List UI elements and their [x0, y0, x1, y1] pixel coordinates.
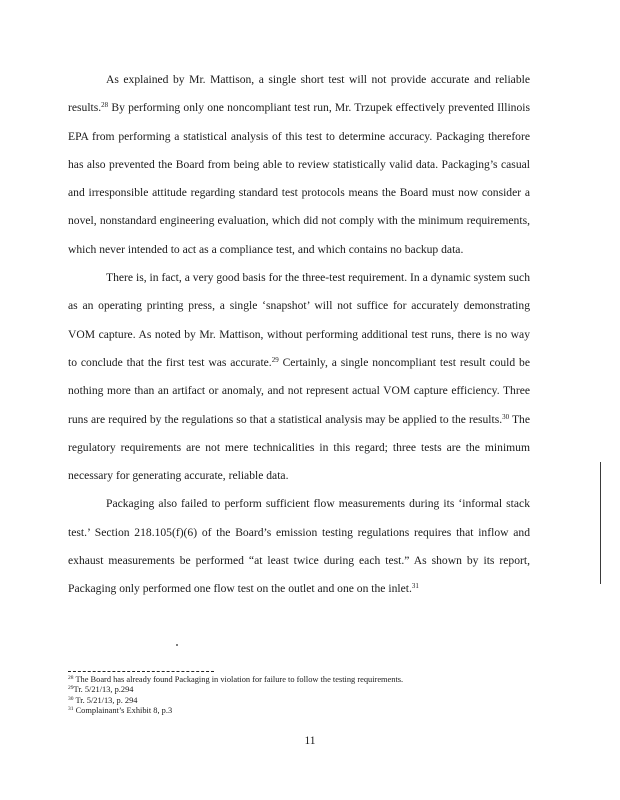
footnotes [68, 675, 538, 717]
footnote-number: 28 [68, 675, 74, 681]
footnote [68, 685, 538, 695]
paragraph [68, 66, 530, 264]
margin-change-bar [600, 462, 601, 584]
footnote [68, 696, 538, 706]
footnote-ref: 29 [271, 355, 279, 364]
paragraph-text: As explained by Mr. Mattison, a single short test will not provide accurate and reliable results. [68, 73, 530, 115]
footnote-separator [68, 671, 214, 672]
footnote-text: The Board has already found Packaging in violation for failure to follow the testing requirements. [73, 675, 404, 684]
footnote-text: Tr. 5/21/13, p. 294 [73, 695, 138, 705]
paragraph [68, 264, 530, 490]
paragraph-text: Packaging also failed to perform sufficient flow measurements during its ‘informal stack test.’ Section 218.105(f)(6) of the Board’s emission testing regulations requires that inflow and exhaust measurements be performed “at least twice during each test.” As shown by its report, Packaging only performed one flow test on the outlet and one on the inlet. [68, 497, 530, 596]
paragraph-text: There is, in fact, a very good basis for the three-test requirement. In a dynamic system such as an operating printing press, a single ‘snapshot’ will not suffice for accurately demonstrating VOM capture. As noted by Mr. Mattison, without performing additional test runs, there is no way to conclude that the first test was accurate. [68, 271, 530, 369]
paragraph-text: By performing only one noncompliant test run, Mr. Trzupek effectively prevented Illinois EPA from performing a statistical analysis of this test to determine accuracy. Packaging therefore has also prevented the Board from being able to review statistically valid data. Packaging’s casual and irresponsible attitude regarding standard test protocols means the Board must now consider a novel, nonstandard engineering evaluation, which did not comply with the minimum requirements, which never intended to act as a compliance test, and which contains no backup data. [68, 101, 530, 256]
footnote-number: 31 [68, 706, 74, 713]
scan-speck [176, 644, 178, 646]
footnote [68, 675, 538, 685]
footnote-number: 30 [68, 695, 74, 702]
footnote-text: Complainant’s Exhibit 8, p.3 [73, 706, 173, 716]
footnote-number: 29 [68, 685, 74, 692]
footnote-text: Tr. 5/21/13, p.294 [73, 685, 134, 695]
paragraph-text: The regulatory requirements are not mere technicalities in this regard; three tests are the minimum necessary for generating accurate, reliable data. [68, 412, 531, 483]
footnote [68, 706, 538, 716]
page-number: 11 [304, 735, 316, 747]
footnote-ref: 28 [101, 101, 109, 110]
footnote-ref: 30 [502, 412, 510, 421]
paragraph-text: Certainly, a single noncompliant test result could be nothing more than an artifact or anomaly, and not represent actual VOM capture efficiency. Three runs are required by the regulations so that a statistical analysis may be applied to the results. [68, 355, 530, 426]
paragraph [68, 490, 530, 603]
footnote-ref: 31 [411, 582, 419, 591]
body-text [68, 66, 530, 604]
